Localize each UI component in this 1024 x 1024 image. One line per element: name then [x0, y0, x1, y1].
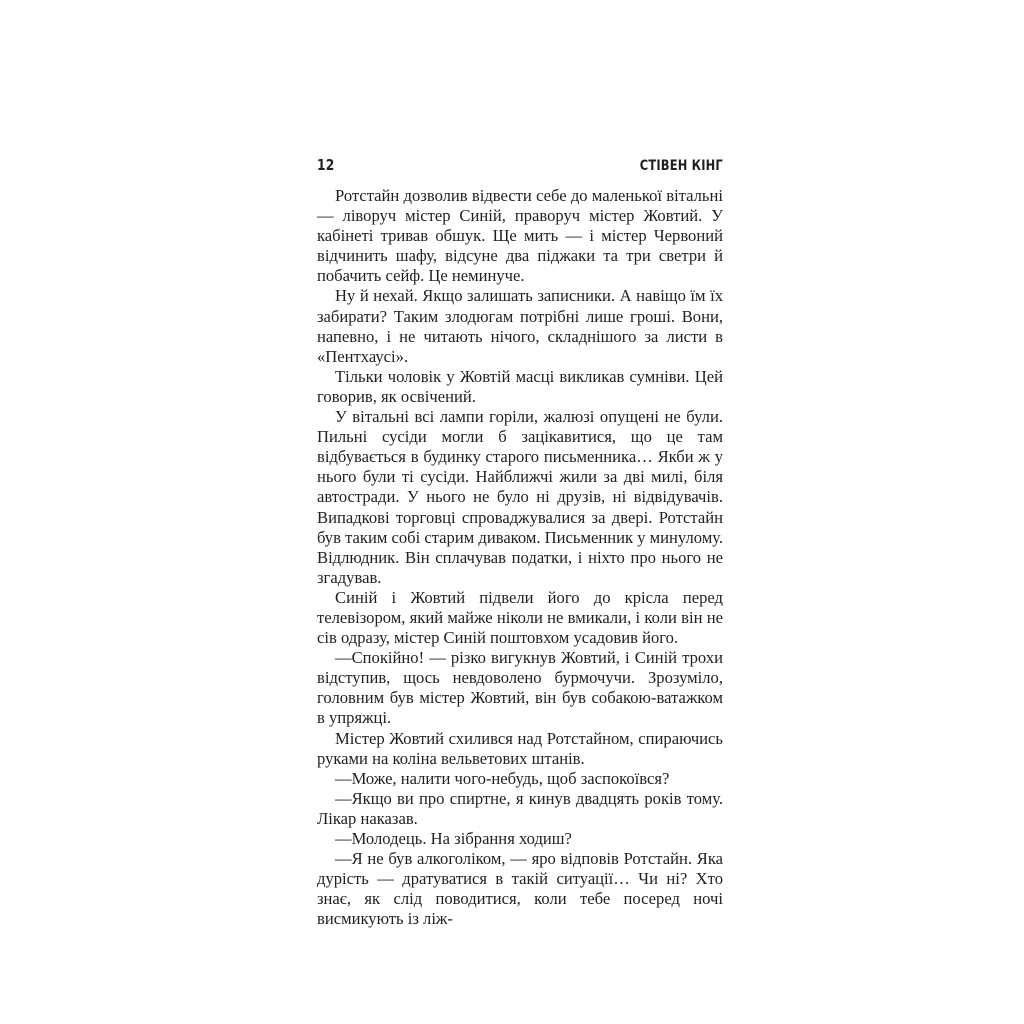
dialogue-paragraph: —Може, налити чого-небудь, щоб заспокоївся?: [335, 768, 670, 788]
body-text: [317, 186, 723, 929]
dialogue-paragraph: —Молодець. На зібрання ходиш?: [335, 829, 572, 848]
dialogue-paragraph: —Спокійно! — різко вигукнув Жовтий, і Синій трохи відступив, щось невдоволено бурмочучи. Зрозуміло, головним був містер Жовтий, він був собакою-ватажком в упряжці.: [317, 648, 723, 728]
dialogue-paragraph: —Якщо ви про спиртне, я кинув двадцять років тому. Лікар наказав.: [317, 788, 723, 828]
page-number: 12: [317, 156, 335, 174]
paragraph: Тільки чоловік у Жовтій масці викликав сумніви. Цей говорив, як освічений.: [317, 366, 723, 406]
book-page: [317, 156, 723, 929]
paragraph: У вітальні всі лампи горіли, жалюзі опущені не були. Пильні сусіди могли б зацікавитися, що це там відбувається в будинку старого письменника… Якби ж у нього були ті сусіди. Найближчі жили за дві милі, біля автостради. У нього не було ні друзів, ні відвідувачів. Випадкові торговці спроваджувалися за двері. Ротстайн був таким собі старим диваком. Письменник у минулому. Відлюдник. Він сплачував податки, і ніхто про нього не згадував.: [317, 407, 724, 587]
paragraph: Синій і Жовтий підвели його до крісла перед телевізором, який майже ніколи не вмикали, і коли він не сів одразу, містер Синій поштовхом усадовив його.: [317, 587, 723, 648]
running-head: [317, 156, 723, 174]
dialogue-paragraph: —Я не був алкоголіком, — яро відповів Ротстайн. Яка дурість — дратуватися в такій ситуації… Чи ні? Хто знає, як слід поводитися, коли тебе посеред ночі висмикують із ліж-: [317, 849, 723, 929]
paragraph: Містер Жовтий схилився над Ротстайном, спираючись руками на коліна вельветових штанів.: [317, 728, 723, 768]
running-title-author: СТІВЕН КІНГ: [639, 158, 723, 174]
paragraph: Ну й нехай. Якщо залишать записники. А навіщо їм їх забирати? Таким злодюгам потрібні лише гроші. Вони, напевно, і не читають нічого, складнішого за листи в «Пентхаусі».: [317, 286, 723, 366]
paragraph: Ротстайн дозволив відвести себе до маленької вітальні — ліворуч містер Синій, праворуч містер Жовтий. У кабінеті тривав обшук. Ще мить — і містер Червоний відчинить шафу, відсуне два піджаки та три светри й побачить сейф. Це неминуче.: [317, 186, 723, 286]
